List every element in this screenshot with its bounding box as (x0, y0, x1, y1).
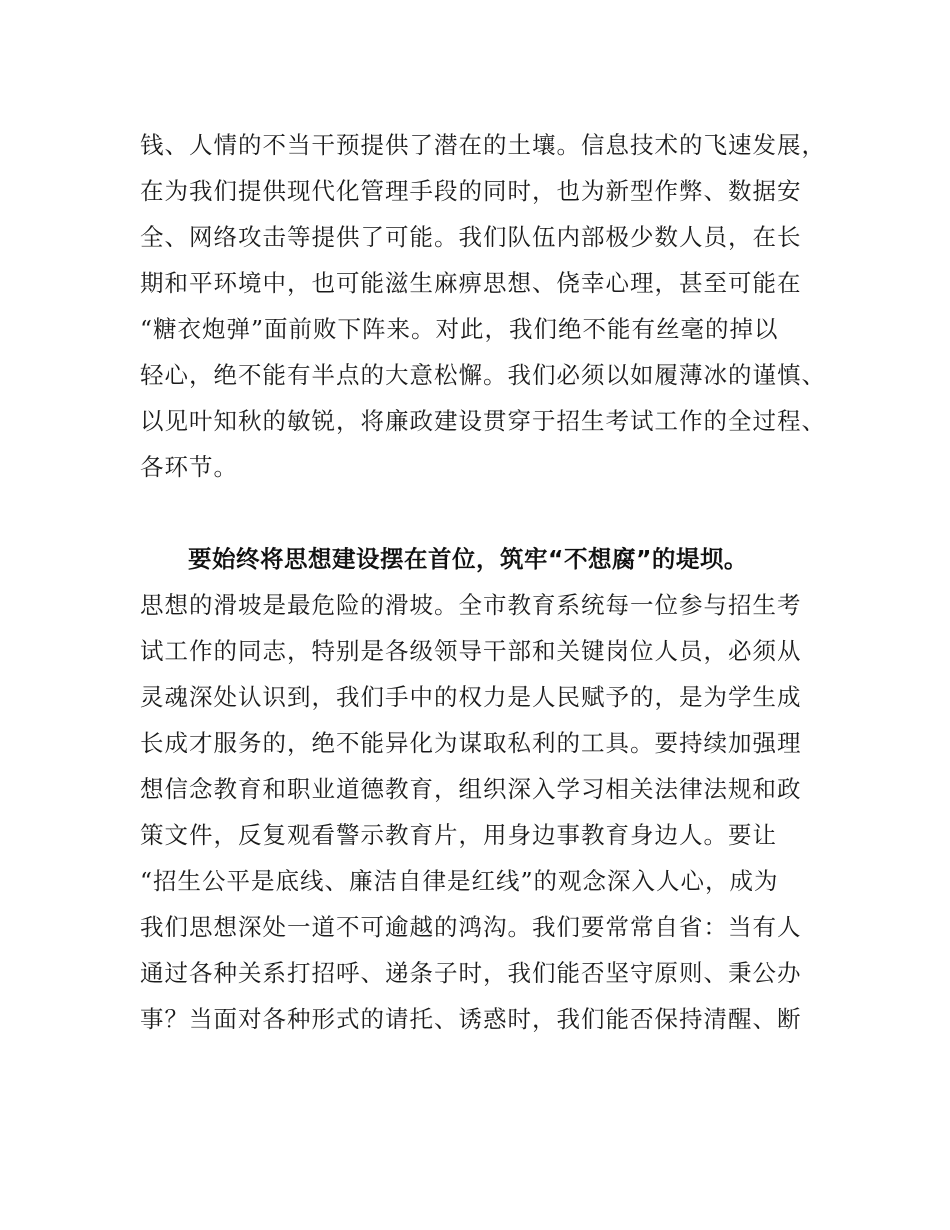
text-line: 我们思想深处一道不可逾越的鸿沟。我们要常常自省：当有人 (140, 913, 802, 941)
text-line: 想信念教育和职业道德教育，组织深入学习相关法律法规和政 (140, 775, 802, 803)
text-line: 试工作的同志，特别是各级领导干部和关键岗位人员，必须从 (140, 637, 802, 665)
paragraph-1 (140, 122, 830, 490)
text-line: 以见叶知秋的敏锐，将廉政建设贯穿于招生考试工作的全过程、 (140, 407, 826, 435)
text-line: 灵魂深处认识到，我们手中的权力是人民赋予的，是为学生成 (140, 683, 802, 711)
text-line: “糖衣炮弹”面前败下阵来。对此，我们绝不能有丝毫的掉以 (140, 315, 779, 343)
text-line: 全、网络攻击等提供了可能。我们队伍内部极少数人员，在长 (140, 223, 802, 251)
section-heading: 要始终将思想建设摆在首位，筑牢“不想腐”的堤坝。 (188, 545, 748, 573)
text-line: 长成才服务的，绝不能异化为谋取私利的工具。要持续加强理 (140, 729, 802, 757)
text-line: 思想的滑坡是最危险的滑坡。全市教育系统每一位参与招生考 (140, 591, 802, 619)
text-line: 策文件，反复观看警示教育片，用身边事教育身边人。要让 (140, 821, 777, 849)
text-line: “招生公平是底线、廉洁自律是红线”的观念深入人心，成为 (140, 867, 779, 895)
text-line: 在为我们提供现代化管理手段的同时，也为新型作弊、数据安 (140, 177, 802, 205)
text-line: 期和平环境中，也可能滋生麻痹思想、侥幸心理，甚至可能在 (140, 269, 802, 297)
text-line: 各环节。 (140, 453, 238, 481)
text-line: 轻心，绝不能有半点的大意松懈。我们必须以如履薄冰的谨慎、 (140, 361, 826, 389)
text-line: 通过各种关系打招呼、递条子时，我们能否坚守原则、秉公办 (140, 959, 802, 987)
text-line: 钱、人情的不当干预提供了潜在的土壤。信息技术的飞速发展， (140, 131, 826, 159)
text-line: 事？当面对各种形式的请托、诱惑时，我们能否保持清醒、断 (140, 1005, 802, 1033)
paragraph-2 (140, 536, 830, 1042)
